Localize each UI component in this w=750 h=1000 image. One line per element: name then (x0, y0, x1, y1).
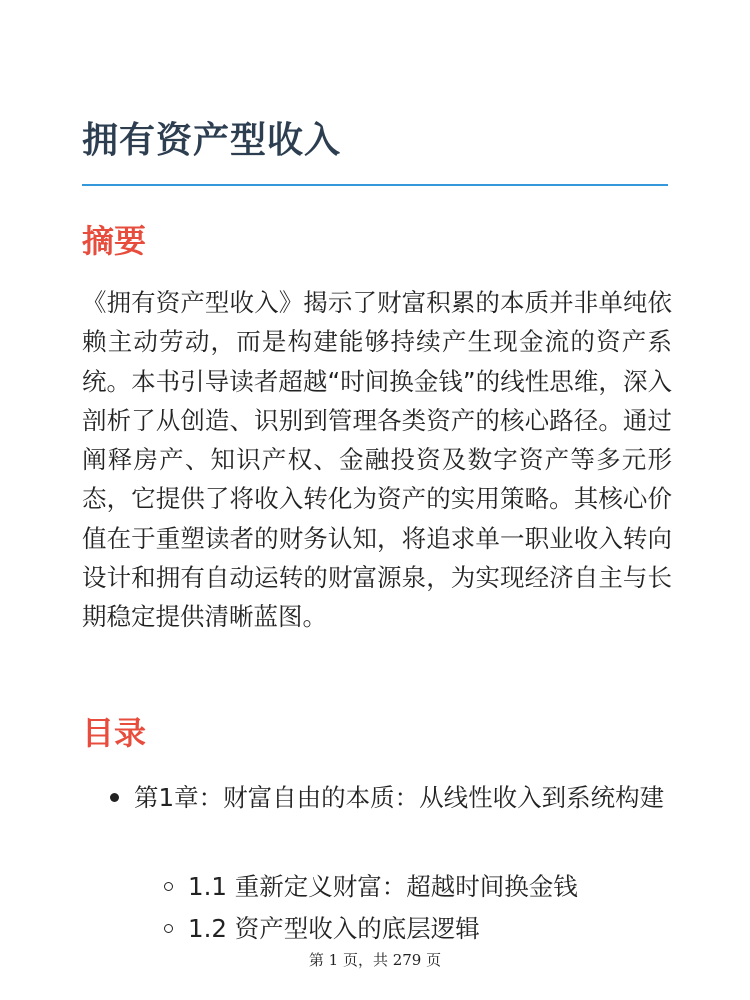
title-divider (82, 184, 668, 186)
toc-section-list (82, 866, 668, 950)
toc-section-1-2[interactable] (82, 908, 668, 950)
toc-list (82, 778, 668, 817)
toc-section-label: 1.2 资产型收入的底层逻辑 (188, 914, 480, 943)
document-title: 拥有资产型收入 (82, 120, 342, 161)
page-number-footer: 第 1 页，共 279 页 (308, 951, 442, 969)
toc-chapter-label: 第1章：财富自由的本质：从线性收入到系统构建 (134, 783, 665, 812)
circle-bullet-icon (164, 882, 173, 891)
bullet-icon (110, 793, 119, 802)
circle-bullet-icon (164, 924, 173, 933)
toc-chapter-1[interactable] (82, 778, 668, 817)
toc-heading: 目录 (82, 714, 147, 752)
toc-section-label: 1.1 重新定义财富：超越时间换金钱 (188, 872, 578, 901)
abstract-body: 《拥有资产型收入》揭示了财富积累的本质并非单纯依赖主动劳动，而是构建能够持续产生现金流的资产系统。本书引导读者超越“时间换金钱”的线性思维，深入剖析了从创造、识别到管理各类资产的核心路径。通过阐释房产、知识产权、金融投资及数字资产等多元形态，它提供了将收入转化为资产的实用策略。其核心价值在于重塑读者的财务认知，将追求单一职业收入转向设计和拥有自动运转的财富源泉，为实现经济自主与长期稳定提供清晰蓝图。 (82, 288, 672, 632)
abstract-heading: 摘要 (82, 222, 147, 260)
toc-section-1-1[interactable] (82, 866, 668, 908)
